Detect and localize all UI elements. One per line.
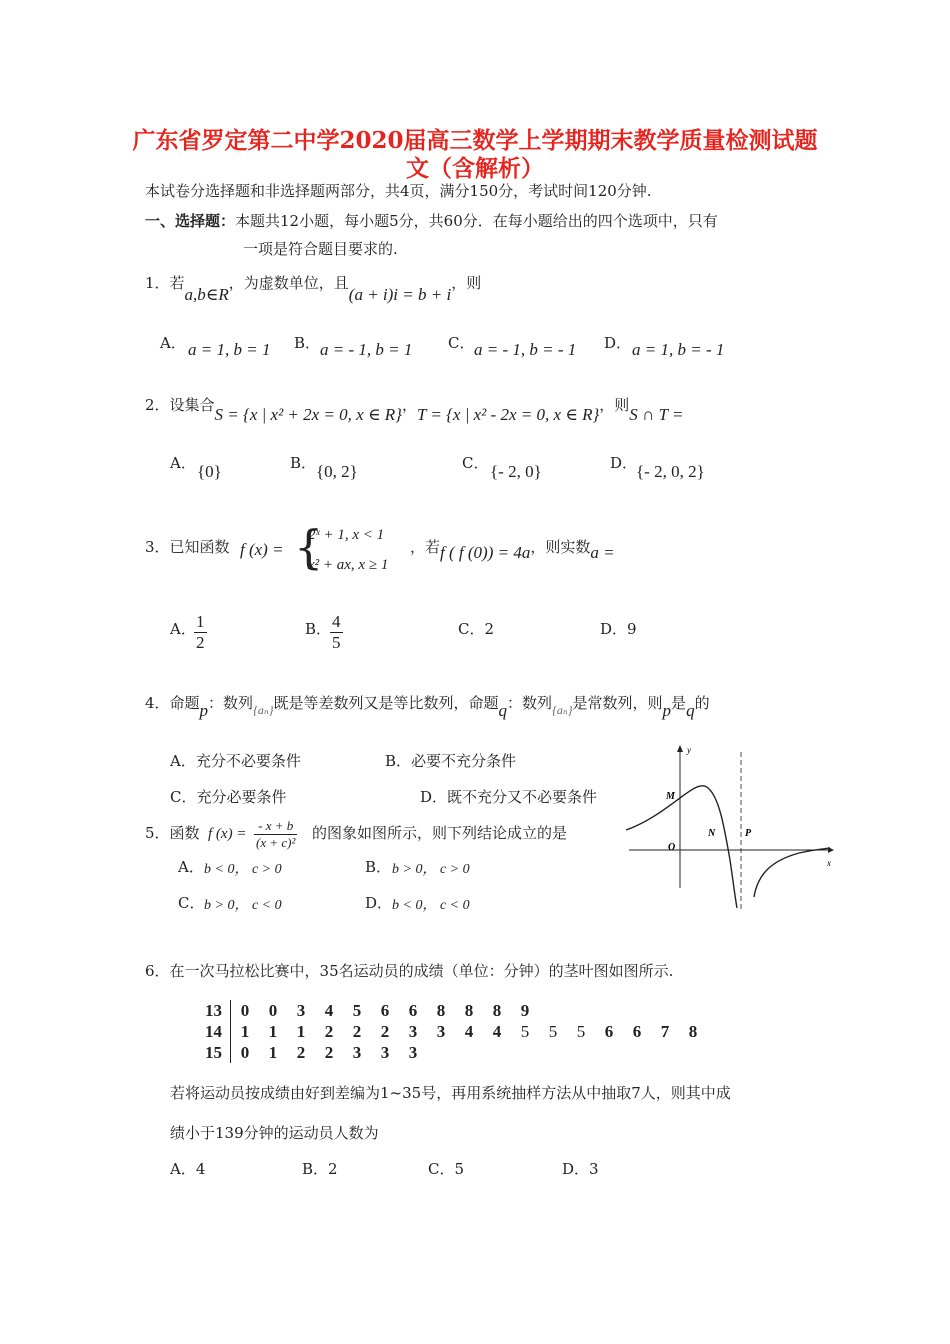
q2-option-b-value: {0, 2} <box>316 462 358 481</box>
q3-option-d-value: 9 <box>627 620 637 638</box>
q3-option-c-value: 2 <box>484 620 495 638</box>
graph-point-p: P <box>745 828 752 839</box>
graph-curve-right <box>754 848 830 897</box>
q6-option-b-value: 2 <box>328 1160 338 1178</box>
stem-15: 15 <box>205 1042 231 1063</box>
q5-text: 的图象如图所示，则下列结论成立的是 <box>312 824 568 842</box>
leaf: 5 <box>352 1000 362 1020</box>
q6-body-1: 若将运动员按成绩由好到差编为1~35号，再用系统抽样方法从中抽取7人，则其中成 <box>170 1084 731 1102</box>
leaf: 3 <box>408 1042 418 1062</box>
leaf: 1 <box>268 1042 278 1062</box>
leaf: 1 <box>296 1021 306 1041</box>
stem-leaf-plot <box>205 1000 707 1063</box>
leaf: 9 <box>520 1000 530 1020</box>
q5-option-a[interactable]: A． <box>178 858 204 876</box>
leaf: 5 <box>576 1021 586 1041</box>
q2-option-d-value: {- 2, 0, 2} <box>636 462 705 481</box>
q1-option-a-label: A． <box>160 334 186 352</box>
q1-option-c-label: C． <box>448 334 475 352</box>
q5-function-numerator: - x + b <box>254 818 297 835</box>
leaf: 5 <box>548 1021 558 1041</box>
q4-option-c[interactable] <box>170 786 287 807</box>
stem-13: 13 <box>205 1000 231 1021</box>
question-1-stem <box>145 272 482 304</box>
q5-function-fraction <box>254 818 297 851</box>
graph-curve-left <box>626 786 737 908</box>
q4-t4: 是常数列，则 <box>572 694 663 712</box>
leaf: 0 <box>240 1000 250 1020</box>
q3-option-b-denominator: 5 <box>332 633 341 652</box>
q1-option-d-label: D． <box>604 334 632 352</box>
leaf: 2 <box>324 1042 334 1062</box>
leaf: 5 <box>520 1021 530 1041</box>
graph-x-label: x <box>827 858 831 868</box>
q2-set-t: T = {x | x² - 2x = 0, x ∈ R} <box>417 405 600 424</box>
q4-t3: ：数列 <box>507 694 553 712</box>
q3-number: 3．已知函数 <box>145 538 230 556</box>
leaf: 8 <box>436 1000 446 1020</box>
q5-function-denominator: (x + c)² <box>256 835 296 850</box>
leaf: 6 <box>604 1021 614 1041</box>
exam-title-line1: 广东省罗定第二中学2020届高三数学上学期期末教学质量检测试题 <box>132 127 818 154</box>
q6-option-b-label: B． <box>302 1160 329 1178</box>
graph-origin: O <box>668 842 676 853</box>
q4-option-b[interactable] <box>385 750 516 771</box>
q2-comma: ， <box>401 396 417 414</box>
q3-option-a-denominator: 2 <box>196 633 205 652</box>
q4-option-a[interactable] <box>170 750 301 771</box>
leaf: 3 <box>380 1042 390 1062</box>
leaf: 3 <box>408 1021 418 1041</box>
q3-condition: f ( f (0)) = 4a <box>440 543 531 562</box>
q4-an-2: {aₙ} <box>552 703 573 717</box>
graph-point-m: M <box>666 791 675 802</box>
leaf: 1 <box>240 1021 250 1041</box>
q3-if-text: ，若 <box>410 538 441 556</box>
q3-option-c[interactable] <box>458 618 494 639</box>
q3-case-1: 2ˣ + 1, x < 1 <box>308 527 385 543</box>
q4-option-d-label: D． <box>420 788 448 806</box>
q4-p-2: p <box>662 701 672 720</box>
q6-option-b[interactable] <box>302 1158 338 1179</box>
q4-option-a-value: 充分不必要条件 <box>195 752 301 770</box>
section-1-text: 本题共12小题，每小题5分，共60分．在每小题给出的四个选项中，只有 <box>235 212 718 230</box>
leaf: 0 <box>240 1042 250 1062</box>
q4-option-c-value: 充分必要条件 <box>196 788 287 806</box>
q1-option-c-value: a = - 1, b = - 1 <box>474 340 577 359</box>
q1-number: 1．若 <box>145 274 185 292</box>
q1-option-a-value: a = 1, b = 1 <box>188 340 271 359</box>
q4-t1: ：数列 <box>208 694 254 712</box>
question-2-stem <box>145 394 684 424</box>
leaf: 4 <box>324 1000 334 1020</box>
q1-condition: a,b∈R <box>184 285 229 304</box>
leaf: 3 <box>352 1042 362 1062</box>
leaf: 4 <box>464 1021 474 1041</box>
graph-point-n: N <box>708 828 716 839</box>
leaf: 6 <box>408 1000 418 1020</box>
stem-14: 14 <box>205 1021 231 1042</box>
section-1-heading <box>145 210 718 231</box>
section-1-label: 一、选择题： <box>145 212 236 230</box>
q4-number: 4．命题 <box>145 694 200 712</box>
graph-y-arrow-icon <box>677 745 683 752</box>
q5-option-c-value: b > 0， c < 0 <box>204 898 282 913</box>
q1-option-c[interactable] <box>448 332 474 353</box>
q1-option-b-label: B． <box>294 334 321 352</box>
q6-option-c-label: C． <box>428 1160 455 1178</box>
q2-number: 2．设集合 <box>145 396 215 414</box>
q3-then: ，则实数 <box>530 538 591 556</box>
section-1-text2: 一项是符合题目要求的. <box>243 240 398 258</box>
leaf: 6 <box>380 1000 390 1020</box>
q4-an-1: {aₙ} <box>253 703 274 717</box>
q4-t5: 是 <box>671 694 687 712</box>
q2-ask: S ∩ T = <box>629 405 684 424</box>
leaf: 8 <box>492 1000 502 1020</box>
leaf: 4 <box>492 1021 502 1041</box>
leaf: 0 <box>268 1000 278 1020</box>
q3-case-2: x² + ax, x ≥ 1 <box>308 557 389 573</box>
q2-option-a-value: {0} <box>197 462 222 481</box>
q3-option-a[interactable]: A． <box>170 620 196 638</box>
leaf: 3 <box>296 1000 306 1020</box>
q2-option-c-value: {- 2, 0} <box>490 462 542 481</box>
q6-option-a[interactable] <box>170 1158 205 1179</box>
stem-row-14 <box>205 1021 707 1042</box>
stem-row-15 <box>205 1042 707 1063</box>
q1-equation: (a + i)i = b + i <box>348 285 452 304</box>
q5-function-lhs: f (x) = <box>208 826 247 842</box>
q3-option-a-numerator: 1 <box>196 612 205 631</box>
q4-option-d[interactable] <box>420 786 597 807</box>
leaf: 7 <box>660 1021 670 1041</box>
q1-option-d-value: a = 1, b = - 1 <box>632 340 725 359</box>
q5-number: 5．函数 <box>145 824 200 842</box>
q6-option-d-value: 3 <box>589 1160 599 1178</box>
q4-p: p <box>199 701 209 720</box>
q3-option-d[interactable] <box>600 618 637 639</box>
q3-option-b-numerator: 4 <box>332 612 341 631</box>
q5-option-d-value: b < 0， c < 0 <box>392 898 470 913</box>
q1-option-b[interactable] <box>294 332 320 353</box>
leaf: 8 <box>688 1021 698 1041</box>
leaf: 8 <box>464 1000 474 1020</box>
leaf: 2 <box>324 1021 334 1041</box>
graph-y-label: y <box>687 745 691 755</box>
leaf: 6 <box>632 1021 642 1041</box>
q2-option-d[interactable]: D． <box>610 454 638 472</box>
q6-option-a-label: A． <box>170 1160 196 1178</box>
q6-text: 6．在一次马拉松比赛中，35名运动员的成绩（单位：分钟）的茎叶图如图所示. <box>145 962 674 980</box>
q4-option-b-value: 必要不充分条件 <box>411 752 517 770</box>
q5-option-b[interactable]: B． <box>365 858 392 876</box>
exam-intro: 本试卷分选择题和非选择题两部分，共4页，满分150分，考试时间120分钟. <box>145 182 652 200</box>
q5-option-c[interactable]: C． <box>178 894 205 912</box>
q1-option-d[interactable] <box>604 332 631 353</box>
q6-option-c-value: 5 <box>454 1160 465 1178</box>
q4-q-1: q <box>498 701 508 720</box>
leaf: 2 <box>296 1042 306 1062</box>
q6-option-a-value: 4 <box>195 1160 206 1178</box>
stem-row-13 <box>205 1000 707 1021</box>
q5-option-d[interactable]: D． <box>365 894 393 912</box>
q3-brace: { <box>294 520 324 574</box>
q3-option-a-fraction <box>194 612 207 653</box>
q3-option-b[interactable]: B． <box>305 620 332 638</box>
q3-fx: f (x) = <box>240 540 284 559</box>
q5-function-graph <box>624 742 840 912</box>
question-4-stem <box>145 692 710 720</box>
q4-t6: 的 <box>694 694 710 712</box>
q6-body-2: 绩小于139分钟的运动员人数为 <box>170 1124 379 1142</box>
q1-option-b-value: a = - 1, b = 1 <box>320 340 413 359</box>
q2-option-a[interactable]: A． <box>170 454 196 472</box>
q3-option-c-label: C． <box>458 620 485 638</box>
q4-option-a-label: A． <box>170 752 196 770</box>
q4-t2: 既是等差数列又是等比数列，命题 <box>273 694 499 712</box>
q6-option-c[interactable] <box>428 1158 464 1179</box>
q4-option-d-value: 既不充分又不必要条件 <box>447 788 598 806</box>
q3-option-b-fraction <box>330 612 343 653</box>
q2-then: ，则 <box>599 396 630 414</box>
q4-q-2: q <box>686 701 695 720</box>
q5-option-b-value: b > 0， c > 0 <box>392 862 470 877</box>
q2-option-b[interactable]: B． <box>290 454 317 472</box>
q6-option-d[interactable] <box>562 1158 599 1179</box>
q1-mid: ，为虚数单位，且 <box>228 274 349 292</box>
q5-option-a-value: b < 0， c > 0 <box>204 862 282 877</box>
exam-title-line2: 文（含解析） <box>406 155 544 182</box>
stem-leaf-table <box>205 1000 707 1063</box>
leaf: 1 <box>268 1021 278 1041</box>
q1-option-a[interactable] <box>160 332 186 353</box>
q4-option-b-label: B． <box>385 752 412 770</box>
leaf: 2 <box>380 1021 390 1041</box>
q3-if <box>410 536 615 562</box>
q2-option-c[interactable]: C． <box>462 454 489 472</box>
q1-end: ，则 <box>451 274 482 292</box>
leaf: 3 <box>436 1021 446 1041</box>
q3-ask: a = <box>590 543 615 562</box>
q2-set-s: S = {x | x² + 2x = 0, x ∈ R} <box>214 405 402 424</box>
q3-option-d-label: D． <box>600 620 628 638</box>
q6-option-d-label: D． <box>562 1160 590 1178</box>
leaf: 2 <box>352 1021 362 1041</box>
q4-option-c-label: C． <box>170 788 197 806</box>
